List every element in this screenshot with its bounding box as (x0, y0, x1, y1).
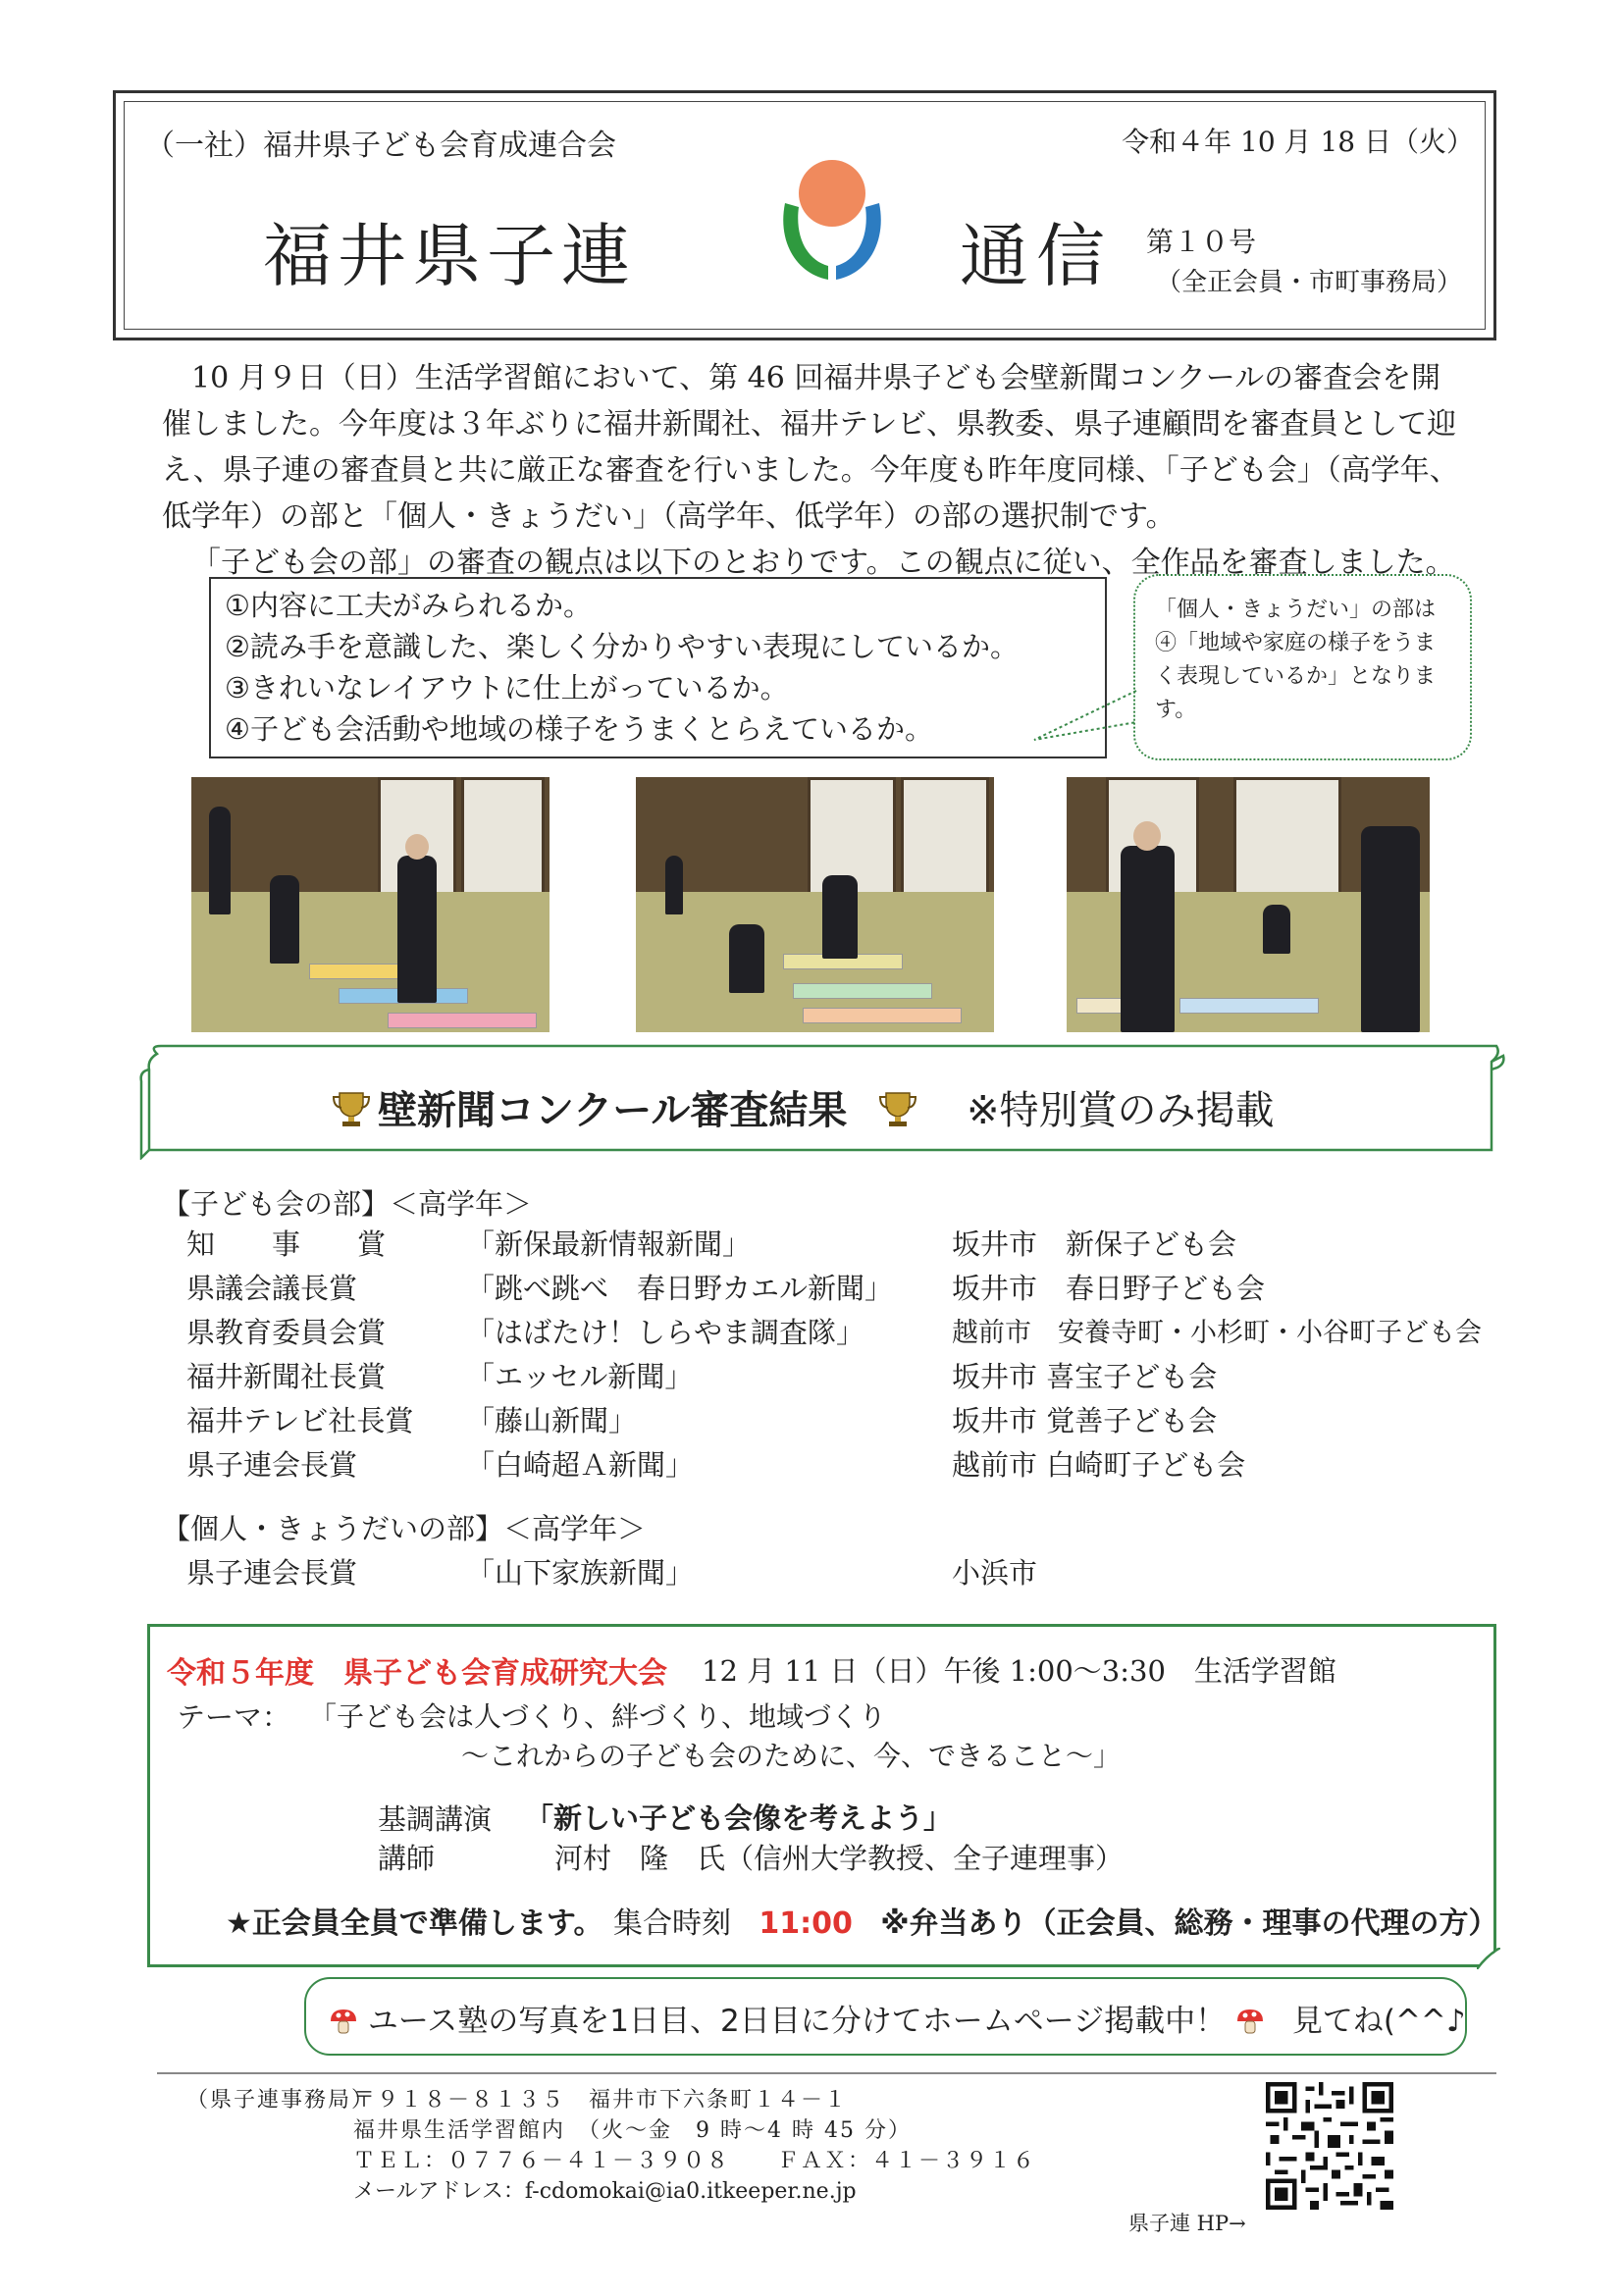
qr-caption: 県子連 HP→ (1128, 2212, 1246, 2235)
newspaper-title: 「山下家族新聞」 (466, 1556, 695, 1590)
trophy-icon (332, 1089, 371, 1128)
event-datetime: 12 月 11 日（日）午後 1:00～3:30 生活学習館 (702, 1654, 1336, 1688)
office-phone-fax: ＴＥＬ：０７７６－４１－３９０８ ＦＡＸ：４１－３９１６ (353, 2149, 1037, 2173)
mushroom-icon (329, 2008, 358, 2035)
recipients: （全正会員・市町事務局） (1156, 268, 1463, 297)
trophy-icon (878, 1089, 917, 1128)
office-label: （県子連事務局） (186, 2088, 376, 2113)
mushroom-icon (1235, 2008, 1265, 2035)
banner-note: ※特別賞のみ掲載 (967, 1088, 1275, 1133)
result-row (186, 1355, 1501, 1398)
bubble-tail-icon (1030, 687, 1140, 746)
event-theme-label: テーマ： (177, 1700, 291, 1734)
newsletter-header (113, 90, 1496, 340)
newspaper-title: 「白崎超Ａ新聞」 (466, 1448, 695, 1482)
notice-line (329, 1996, 1466, 2040)
keynote-label: 基調講演 (378, 1802, 493, 1836)
award-name: 県子連会長賞 (186, 1556, 358, 1590)
newsletter-title-right: 通信 (960, 216, 1113, 296)
criteria-item: ③きれいなレイアウトに仕上がっているか。 (225, 671, 789, 704)
winner-org: 坂井市 喜宝子ども会 (952, 1360, 1218, 1393)
event-assembly-time: 11:00 (759, 1906, 853, 1941)
newspaper-title: 「はばたけ！しらやま調査隊」 (466, 1316, 865, 1349)
newspaper-title: 「エッセル新聞」 (466, 1360, 694, 1393)
newspaper-title: 「藤山新聞」 (466, 1404, 638, 1437)
footer-divider (157, 2072, 1496, 2074)
event-footer-prepare: ★正会員全員で準備します。 (226, 1906, 603, 1941)
qr-code-icon[interactable] (1266, 2082, 1393, 2210)
criteria-item: ④子ども会活動や地域の様子をうまくとらえているか。 (225, 712, 933, 746)
winner-org: 坂井市 新保子ども会 (952, 1227, 1237, 1261)
criteria-item: ②読み手を意識した、楽しく分かりやすい表現にしているか。 (225, 630, 1019, 663)
criteria-box (209, 577, 1107, 758)
result-row (186, 1443, 1501, 1487)
newspaper-title: 「新保最新情報新聞」 (466, 1227, 752, 1261)
notice-text: ユース塾の写真を1日目、2日目に分けてホームページ掲載中！ (367, 2004, 1227, 2039)
section-title-individual: 【個人・きょうだいの部】＜高学年＞ (162, 1512, 647, 1545)
organization-name: （一社）福井県子ども会育成連合会 (145, 129, 616, 163)
kodomokai-logo-icon (763, 152, 901, 289)
newsletter-title-left: 福井県子連 (263, 216, 636, 296)
office-building: 福井県生活学習館内 （火～金 9 時～4 時 45 分） (353, 2118, 912, 2143)
winner-org: 越前市 白崎町子ども会 (952, 1448, 1246, 1482)
criteria-intro: 「子ども会の部」の審査の観点は以下のとおりです。この観点に従い、全作品を審査しました。 (191, 546, 1455, 580)
event-title: 令和５年度 県子ども会育成研究大会 (167, 1656, 667, 1691)
award-name: 福井新聞社長賞 (186, 1360, 387, 1393)
winner-org: 小浜市 (952, 1556, 1038, 1590)
award-name: 知 事 賞 (186, 1227, 387, 1261)
event-footer-lunch: ※弁当あり（正会員、総務・理事の代理の方） (880, 1906, 1498, 1941)
photo-judging-1 (191, 777, 550, 1032)
result-row (186, 1551, 1501, 1594)
keynote-title: 「新しい子ども会像を考えよう」 (525, 1801, 953, 1835)
banner-title: 壁新聞コンクール審査結果 (378, 1088, 848, 1133)
office-address: 〒９１８－８１３５ 福井市下六条町１４－１ (353, 2088, 849, 2113)
award-name: 県子連会長賞 (186, 1448, 358, 1482)
newspaper-title: 「跳べ跳べ 春日野カエル新聞」 (466, 1272, 894, 1305)
folded-corner-icon (1477, 1948, 1500, 1969)
winner-org: 坂井市 覚善子ども会 (952, 1404, 1218, 1437)
notice-tail: 見てね(^^♪ (1291, 2004, 1466, 2039)
criteria-item: ①内容に工夫がみられるか。 (225, 589, 592, 622)
office-email: メールアドレス：f-cdomokai@ia0.itkeeper.ne.jp (353, 2179, 857, 2204)
winner-org: 坂井市 春日野子ども会 (952, 1272, 1266, 1305)
event-footer-assembly-label: 集合時刻 (612, 1906, 731, 1941)
result-row (186, 1311, 1501, 1354)
result-row (186, 1399, 1501, 1442)
result-row (186, 1267, 1501, 1310)
event-footer (226, 1899, 1498, 1942)
intro-paragraph: 10 月９日（日）生活学習館において、第 46 回福井県子ども会壁新聞コンクールの審査会を開催しました。今年度は３年ぶりに福井新聞社、福井テレビ、県教委、県子連顧問を審査員として迎え、県子連の審査員と共に厳正な審査を行いました。今年度も昨年度同様、「子ども会」（高学年、低学年）の部と「個人・きょうだい」（高学年、低学年）の部の選択制です。 (162, 361, 1459, 534)
issue-date: 令和４年 10 月 18 日（火） (1122, 126, 1474, 158)
speaker-name: 河村 隆 氏（信州大学教授、全子連理事） (554, 1842, 1125, 1875)
speaker-label: 講師 (378, 1842, 436, 1875)
section-title-kodomokai: 【子ども会の部】＜高学年＞ (162, 1187, 533, 1221)
award-name: 県教育委員会賞 (186, 1316, 387, 1349)
event-theme-line2: ～これからの子ども会のために、今、できること～」 (461, 1740, 1122, 1772)
event-theme-line1: 「子ども会は人づくり、絆づくり、地域づくり (309, 1700, 887, 1733)
photo-judging-3 (1067, 777, 1430, 1032)
award-name: 福井テレビ社長賞 (186, 1404, 414, 1437)
speech-bubble-note: 「個人・きょうだい」の部は④「地域や家庭の様子をうまく表現しているか」となります。 (1133, 574, 1472, 760)
winner-org: 越前市 安養寺町・小杉町・小谷町子ども会 (952, 1318, 1482, 1348)
issue-number: 第１０号 (1146, 226, 1257, 258)
photo-judging-2 (636, 777, 994, 1032)
result-row (186, 1223, 1501, 1266)
award-name: 県議会議長賞 (186, 1272, 358, 1305)
